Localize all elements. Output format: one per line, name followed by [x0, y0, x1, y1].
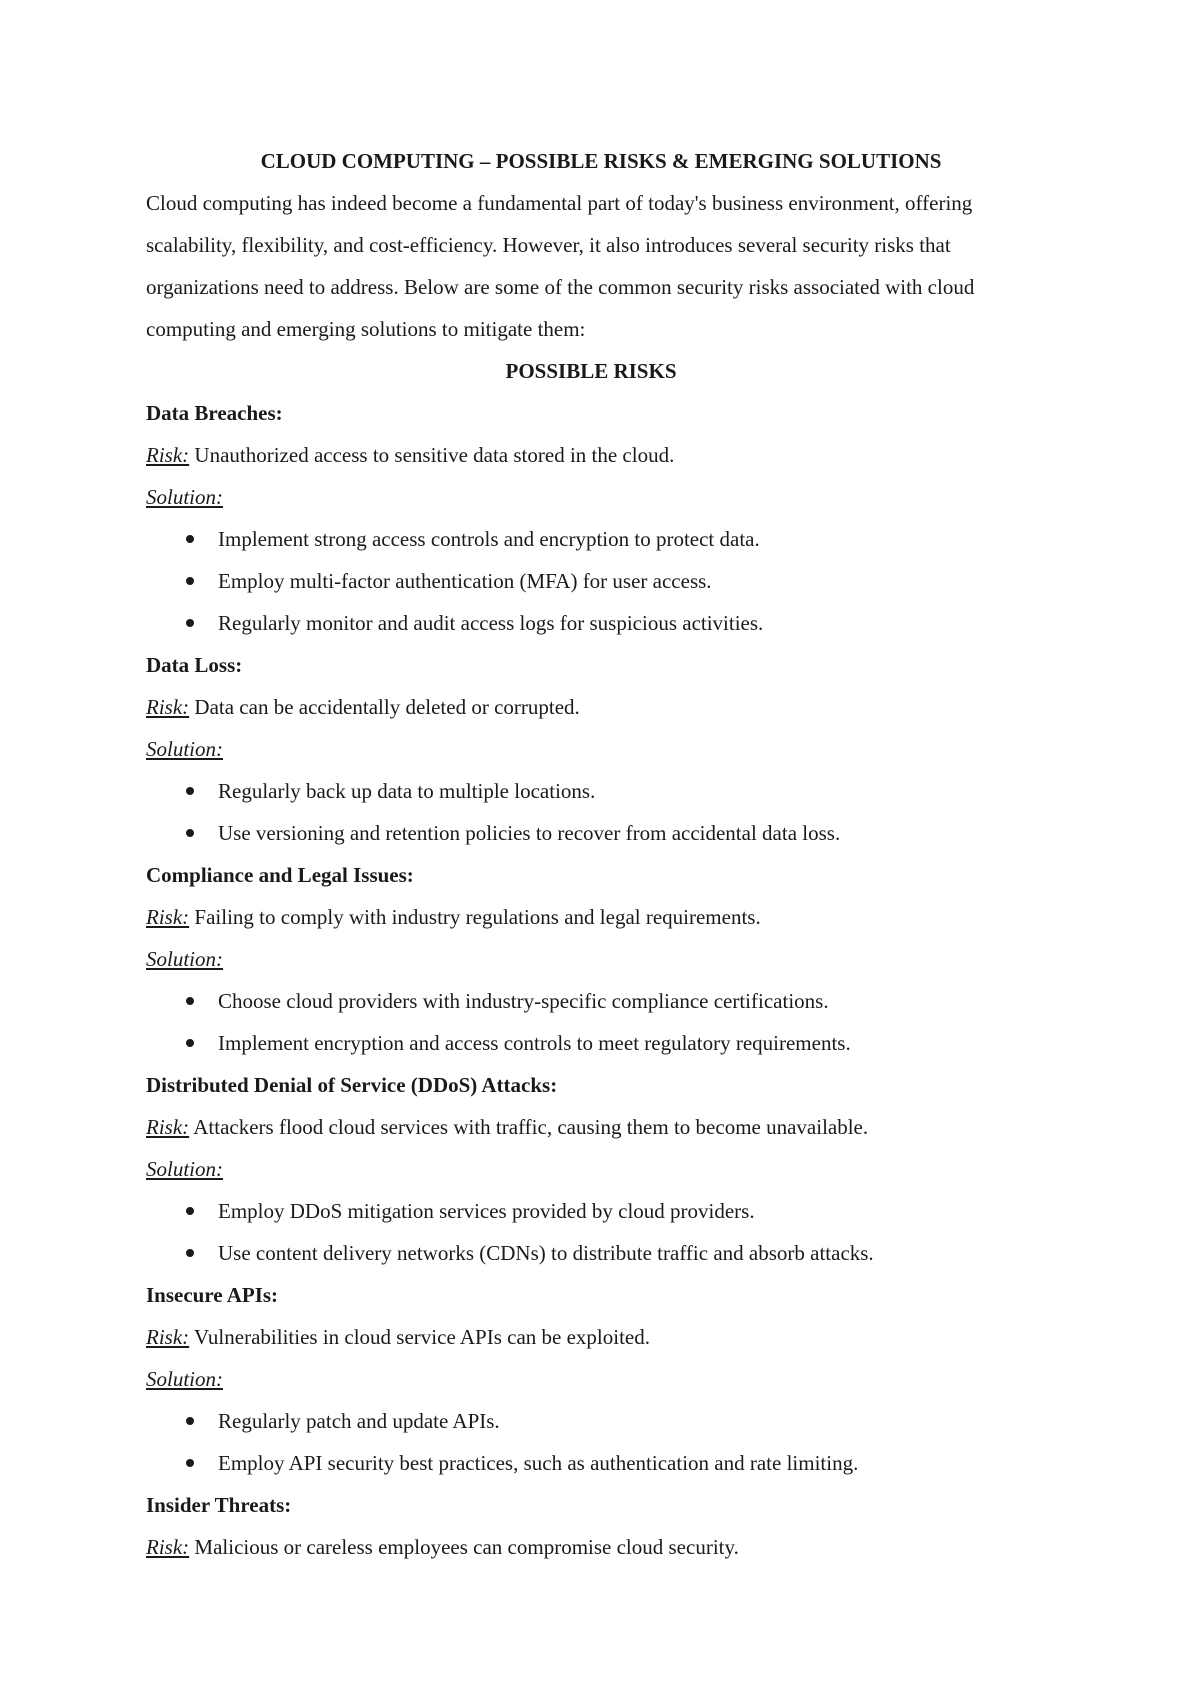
bullet-icon [186, 787, 194, 795]
risk-list [146, 392, 1026, 1568]
solution-text: Regularly back up data to multiple locations. [218, 779, 596, 803]
solution-line [146, 476, 1026, 518]
solution-label: Solution: [146, 485, 223, 509]
solution-list [146, 518, 1026, 644]
document-title: CLOUD COMPUTING – POSSIBLE RISKS & EMERGING SOLUTIONS [260, 149, 942, 173]
risk-line [146, 686, 1026, 728]
solution-text: Use versioning and retention policies to recover from accidental data loss. [218, 821, 841, 845]
solution-item [146, 1232, 1026, 1274]
solution-text: Implement encryption and access controls to meet regulatory requirements. [218, 1031, 851, 1055]
bullet-icon [186, 1039, 194, 1047]
solution-label: Solution: [146, 737, 223, 761]
solution-line [146, 1148, 1026, 1190]
solution-item [146, 518, 1026, 560]
risk-label: Risk: [146, 695, 190, 719]
risk-line [146, 896, 1026, 938]
solution-item [146, 602, 1026, 644]
solution-text: Use content delivery networks (CDNs) to distribute traffic and absorb attacks. [218, 1241, 874, 1265]
risk-title: Compliance and Legal Issues: [146, 863, 414, 887]
bullet-icon [186, 535, 194, 543]
solution-list [146, 980, 1026, 1064]
risk-line [146, 434, 1026, 476]
solution-line [146, 728, 1026, 770]
solution-line [146, 1358, 1026, 1400]
risk-description: Failing to comply with industry regulations and legal requirements. [194, 905, 761, 929]
bullet-icon [186, 1417, 194, 1425]
solution-item [146, 980, 1026, 1022]
solution-label: Solution: [146, 1367, 223, 1391]
solution-item [146, 1022, 1026, 1064]
risk-label: Risk: [146, 1325, 190, 1349]
section-heading: POSSIBLE RISKS [505, 359, 677, 383]
risk-description: Malicious or careless employees can compromise cloud security. [194, 1535, 739, 1559]
solution-label: Solution: [146, 1157, 223, 1181]
solution-item [146, 770, 1026, 812]
solution-text: Regularly patch and update APIs. [218, 1409, 500, 1433]
solution-item [146, 1190, 1026, 1232]
risk-description: Unauthorized access to sensitive data stored in the cloud. [194, 443, 675, 467]
risk-title: Data Loss: [146, 653, 243, 677]
solution-item [146, 1442, 1026, 1484]
risk-label: Risk: [146, 1115, 190, 1139]
bullet-icon [186, 997, 194, 1005]
risk-title: Insider Threats: [146, 1493, 292, 1517]
solution-item [146, 1400, 1026, 1442]
risk-title: Distributed Denial of Service (DDoS) Attacks: [146, 1073, 558, 1097]
solution-list [146, 1190, 1026, 1274]
risk-title: Data Breaches: [146, 401, 283, 425]
bullet-icon [186, 619, 194, 627]
solution-text: Employ DDoS mitigation services provided by cloud providers. [218, 1199, 755, 1223]
solution-text: Implement strong access controls and encryption to protect data. [218, 527, 760, 551]
solution-text: Employ multi-factor authentication (MFA) for user access. [218, 569, 712, 593]
solution-label: Solution: [146, 947, 223, 971]
solution-text: Employ API security best practices, such as authentication and rate limiting. [218, 1451, 859, 1475]
risk-line [146, 1526, 1026, 1568]
risk-label: Risk: [146, 443, 190, 467]
bullet-icon [186, 1459, 194, 1467]
solution-text: Regularly monitor and audit access logs for suspicious activities. [218, 611, 764, 635]
bullet-icon [186, 577, 194, 585]
risk-line [146, 1106, 1026, 1148]
solution-text: Choose cloud providers with industry-specific compliance certifications. [218, 989, 829, 1013]
bullet-icon [186, 1207, 194, 1215]
risk-title: Insecure APIs: [146, 1283, 279, 1307]
risk-description: Attackers flood cloud services with traffic, causing them to become unavailable. [193, 1115, 869, 1139]
solution-list [146, 1400, 1026, 1484]
risk-description: Vulnerabilities in cloud service APIs can be exploited. [194, 1325, 650, 1349]
risk-label: Risk: [146, 905, 190, 929]
bullet-icon [186, 829, 194, 837]
bullet-icon [186, 1249, 194, 1257]
document-page [146, 140, 1026, 1568]
solution-item [146, 560, 1026, 602]
risk-description: Data can be accidentally deleted or corrupted. [194, 695, 580, 719]
risk-line [146, 1316, 1026, 1358]
solution-list [146, 770, 1026, 854]
intro-paragraph: Cloud computing has indeed become a fundamental part of today's business environment, offering scalability, flexibility, and cost-efficiency. However, it also introduces several security risks that organizations need to address. Below are some of the common security risks associated with cloud computing and emerging solutions to mitigate them: [146, 191, 975, 341]
solution-line [146, 938, 1026, 980]
risk-label: Risk: [146, 1535, 190, 1559]
solution-item [146, 812, 1026, 854]
